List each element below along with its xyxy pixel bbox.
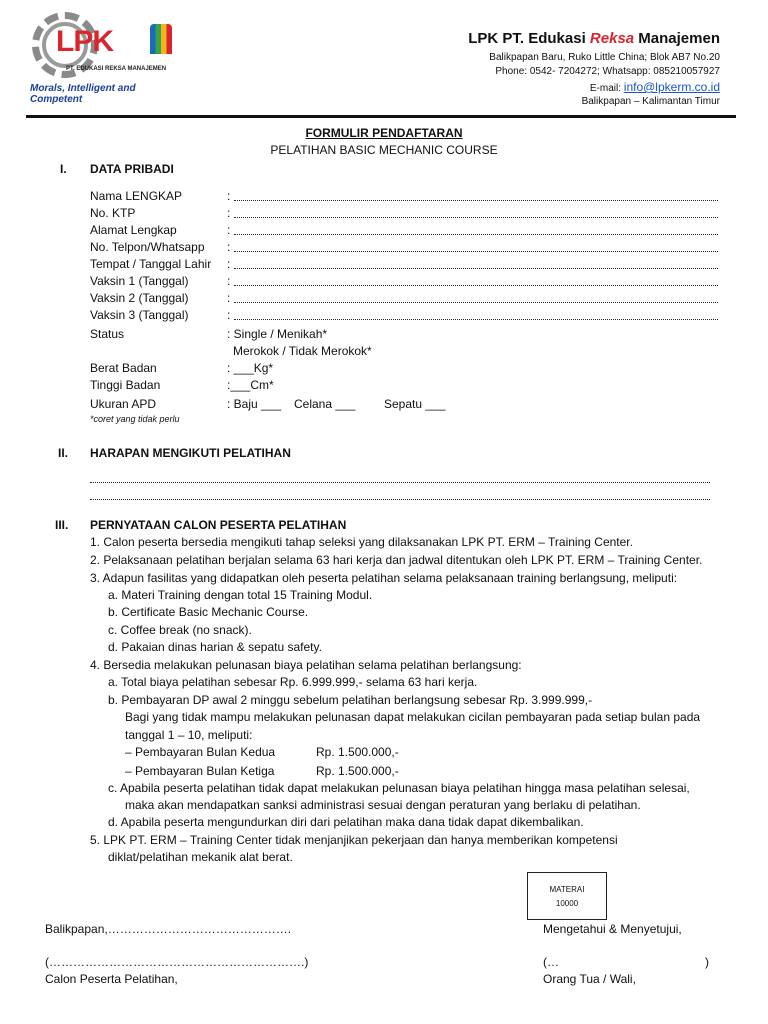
section-2-number: II.: [58, 446, 69, 460]
email-link[interactable]: info@lpkerm.co.id: [623, 80, 720, 94]
statement-continuation: diklat/pelatihan mekanik alat berat.: [108, 850, 293, 864]
expectation-input-line-2[interactable]: [90, 498, 710, 500]
signature-name-participant[interactable]: (……………………………………………………….): [45, 955, 309, 969]
field-label-tinggi: Tinggi Badan: [90, 378, 161, 392]
payment-label: – Pembayaran Bulan Kedua: [125, 745, 276, 759]
logo-text: LPK: [56, 25, 113, 58]
field-input-telpon[interactable]: [234, 250, 718, 252]
field-colon: :: [227, 257, 231, 271]
field-colon: :: [227, 274, 231, 288]
section-3-title: PERNYATAAN CALON PESERTA PELATIHAN: [90, 518, 347, 532]
payment-amount: Rp. 1.500.000,-: [316, 745, 399, 759]
form-title: FORMULIR PENDAFTARAN: [305, 126, 463, 140]
section-1-title: DATA PRIBADI: [90, 162, 174, 176]
payment-label: – Pembayaran Bulan Ketiga: [125, 764, 275, 778]
payment-amount: Rp. 1.500.000,-: [316, 764, 399, 778]
field-input-tinggi[interactable]: :___Cm*: [227, 378, 274, 392]
field-label-nama: Nama LENGKAP: [90, 189, 183, 203]
field-colon: :: [227, 189, 231, 203]
statement-item: 5. LPK PT. ERM – Training Center tidak menjanjikan pekerjaan dan hanya memberikan kompetensi: [90, 833, 618, 847]
field-label-ttl: Tempat / Tanggal Lahir: [90, 257, 212, 271]
field-input-sepatu[interactable]: Sepatu ___: [384, 397, 446, 411]
statement-subitem: b. Pembayaran DP awal 2 minggu sebelum pelatihan berlangsung sebesar Rp. 3.999.999,-: [108, 693, 593, 707]
field-colon: :: [227, 308, 231, 322]
statement-continuation: Bagi yang tidak mampu melakukan pelunasan dapat melakukan cicilan pembayaran pada setiap bulan pada: [125, 710, 701, 724]
field-label-berat: Berat Badan: [90, 361, 157, 375]
statement-subitem: d. Pakaian dinas harian & sepatu safety.: [108, 640, 322, 654]
statement-item: 3. Adapun fasilitas yang didapatkan oleh peserta pelatihan selama pelaksanaan training berlangsung, meliputi:: [90, 571, 678, 585]
materai-stamp-box: MATERAI 10000: [527, 872, 607, 920]
field-input-ktp[interactable]: [234, 216, 718, 218]
field-colon: :: [227, 206, 231, 220]
statement-continuation: tanggal 1 – 10, meliputi:: [125, 728, 253, 742]
field-label-ktp: No. KTP: [90, 206, 136, 220]
status-options-marital[interactable]: : Single / Menikah*: [227, 327, 328, 341]
field-colon: :: [227, 291, 231, 305]
signature-name-guardian-close: ): [705, 955, 709, 969]
field-label-telpon: No. Telpon/Whatsapp: [90, 240, 205, 254]
field-label-vaksin-3: Vaksin 3 (Tanggal): [90, 308, 189, 322]
statement-item: 1. Calon peserta bersedia mengikuti tahap seleksi yang dilaksanakan LPK PT. ERM – Training Center.: [90, 535, 633, 549]
field-input-ttl[interactable]: [234, 267, 718, 269]
signature-role-participant: Calon Peserta Pelatihan,: [45, 972, 178, 986]
statement-subitem: a. Materi Training dengan total 15 Training Modul.: [108, 588, 373, 602]
company-city: Balikpapan – Kalimantan Timur: [581, 96, 720, 107]
signature-role-guardian: Orang Tua / Wali,: [543, 972, 636, 986]
logo-tagline: Morals, Intelligent and Competent: [30, 83, 136, 105]
signature-place-date[interactable]: Balikpapan,……………………………………….: [45, 922, 292, 936]
field-input-alamat[interactable]: [234, 233, 718, 235]
company-address: Balikpapan Baru, Ruko Little China; Blok AB7 No.20: [489, 52, 720, 63]
company-phone: Phone: 0542- 7204272; Whatsapp: 085210057927: [495, 66, 720, 77]
field-label-vaksin-2: Vaksin 2 (Tanggal): [90, 291, 189, 305]
field-input-baju[interactable]: : Baju ___: [227, 397, 282, 411]
field-input-berat[interactable]: : ___Kg*: [227, 361, 274, 375]
approval-title: Mengetahui & Menyetujui,: [543, 922, 682, 936]
field-label-alamat: Alamat Lengkap: [90, 223, 177, 237]
section-1-number: I.: [60, 162, 67, 176]
field-input-vaksin-2[interactable]: [234, 301, 718, 303]
field-label-status: Status: [90, 327, 125, 341]
field-input-vaksin-1[interactable]: [234, 284, 718, 286]
statement-continuation: maka akan mendapatkan sanksi administrasi sesuai dengan peraturan yang berlaku di pelatihan.: [125, 798, 641, 812]
statement-subitem: a. Total biaya pelatihan sebesar Rp. 6.999.999,- selama 63 hari kerja.: [108, 675, 478, 689]
statement-item: 4. Bersedia melakukan pelunasan biaya pelatihan selama pelatihan berlangsung:: [90, 658, 522, 672]
field-input-vaksin-3[interactable]: [234, 318, 718, 320]
statement-subitem: c. Coffee break (no snack).: [108, 623, 252, 637]
field-colon: :: [227, 223, 231, 237]
company-name: LPK PT. Edukasi Reksa Manajemen: [468, 30, 720, 47]
expectation-input-line-1[interactable]: [90, 481, 710, 483]
logo-subtext: PT. EDUKASI REKSA MANAJEMEN: [66, 66, 167, 72]
statement-subitem: d. Apabila peserta mengundurkan diri dari pelatihan maka dana tidak dapat dikembalikan.: [108, 815, 584, 829]
section-2-title: HARAPAN MENGIKUTI PELATIHAN: [90, 446, 291, 460]
book-icon: [150, 24, 172, 54]
strike-note: *coret yang tidak perlu: [90, 414, 180, 424]
statement-subitem: c. Apabila peserta pelatihan tidak dapat melakukan pelunasan biaya pelatihan hingga masa pelatihan selesai,: [108, 781, 690, 795]
field-colon: :: [227, 240, 231, 254]
section-3-number: III.: [55, 518, 69, 532]
field-label-apd: Ukuran APD: [90, 397, 157, 411]
status-options-smoking[interactable]: Merokok / Tidak Merokok*: [233, 344, 372, 358]
statement-subitem: b. Certificate Basic Mechanic Course.: [108, 605, 309, 619]
company-logo: [30, 10, 180, 105]
field-input-nama[interactable]: [234, 199, 718, 201]
form-subtitle: PELATIHAN BASIC MECHANIC COURSE: [270, 143, 498, 157]
statement-item: 2. Pelaksanaan pelatihan berjalan selama 63 hari kerja dan jadwal ditentukan oleh LPK PT. ERM – Training Center.: [90, 553, 703, 567]
field-label-vaksin-1: Vaksin 1 (Tanggal): [90, 274, 189, 288]
signature-name-guardian-open[interactable]: (…: [543, 955, 559, 969]
header-divider: [26, 115, 736, 118]
company-email: E-mail: info@lpkerm.co.id: [589, 80, 720, 94]
field-input-celana[interactable]: Celana ___: [294, 397, 356, 411]
